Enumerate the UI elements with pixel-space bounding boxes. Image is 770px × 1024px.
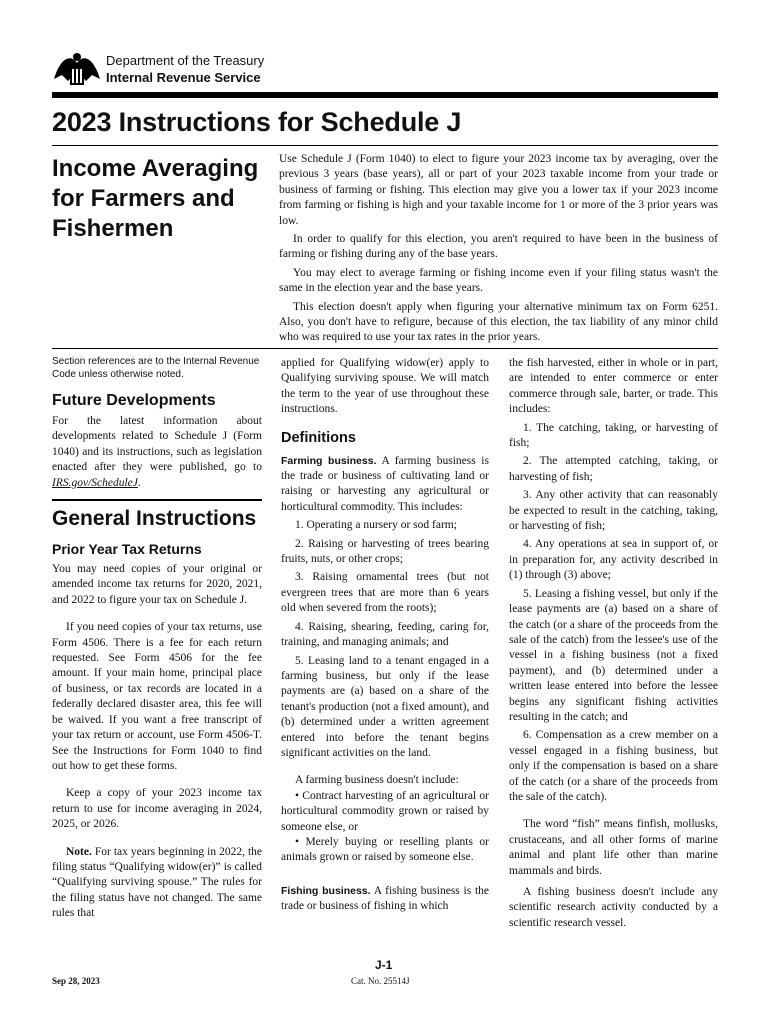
list-item: 6. Compensation as a crew member on a vessel engaged in a fishing business, but only if the compensation is based on a share of the catch (or a share of the proceeds from the sale of the catch). <box>509 729 718 803</box>
revision-date: Sep 28, 2023 <box>52 976 100 986</box>
agency-name: Internal Revenue Service <box>106 70 261 85</box>
page-number: J-1 <box>375 958 393 972</box>
future-developments-text: For the latest information about developments related to Schedule J (Form 1040) and its instructions, such as legislation enacted after they were published, go to IRS.gov/ScheduleJ. <box>52 415 262 489</box>
list-item: 3. Raising ornamental trees (but not evergreen trees that are more than 6 years old when severed from the roots); <box>281 571 489 615</box>
list-item: 4. Any operations at sea in support of, or in preparation for, any activity described in (1) through (3) above; <box>509 538 718 582</box>
header-rule <box>52 92 718 98</box>
prior-year-paragraph: If you need copies of your tax returns, use Form 4506. There is a fee for each return requested. See Form 4506 for the fee amount. If your main home, principal place of business, or tax records are located in a federally declared disaster area, this fee will be waived. If you want a free transcript of your tax return or account, use Form 4506-T. See the Instructions for Form 1040 to find out how to get these forms. <box>52 621 262 772</box>
fishing-business-definition: Fishing business. A fishing business is the trade or business of fishing in which <box>281 884 489 913</box>
intro-paragraph: This election doesn't apply when figuring your alternative minimum tax on Form 6251. Also, you don't have to refigure, because of this election, the tax liability of any minor child who was required to use your tax rates in the prior years. <box>279 300 718 344</box>
column-3 <box>509 356 718 931</box>
irs-schedule-j-link[interactable]: IRS.gov/ScheduleJ <box>52 476 138 489</box>
list-item: 2. Raising or harvesting of trees bearing fruits, nuts, or other crops; <box>281 537 489 566</box>
list-item: 2. The attempted catching, taking, or harvesting of fish; <box>509 455 718 483</box>
list-item: • Merely buying or reselling plants or animals grown or raised by someone else. <box>281 835 489 864</box>
list-item: • Contract harvesting of an agricultural or horticultural commodity grown or raised by someone else, or <box>281 789 489 833</box>
list-item: 5. Leasing land to a tenant engaged in a farming business, but only if the lease payments are (a) based on a share of the tenant's production (not a fixed amount), and (b) determined under a written agreement entered into before the tenant begins significant activities on the land. <box>281 654 489 759</box>
list-item: 3. Any other activity that can reasonably be expected to result in the catching, taking, or harvesting of fish; <box>509 489 718 533</box>
heading-rule <box>52 499 262 501</box>
section-rule <box>52 348 718 349</box>
section-references-note: Section references are to the Internal Revenue Code unless otherwise noted. <box>52 356 260 380</box>
intro-section <box>279 152 718 346</box>
column-1 <box>52 355 262 922</box>
prior-year-paragraph: Keep a copy of your 2023 income tax return to use for income averaging in 2024, 2025, or 2026. <box>52 787 262 831</box>
fishing-exclusion: A fishing business doesn't include any scientific research activity conducted by a scientific research vessel. <box>509 886 718 929</box>
future-developments-heading: Future Developments <box>52 392 216 409</box>
intro-paragraph: Use Schedule J (Form 1040) to elect to figure your 2023 income tax by averaging, over the previous 3 years (base years), all or part of your 2023 taxable income from your trade or business of farming or fishing. This election may give you a lower tax if your 2023 income from farming or fishing is high and your taxable income for 1 or more of the 3 prior years was low. <box>279 153 718 227</box>
page-title: Income Averaging for Farmers and Fishermen <box>52 155 259 242</box>
list-item: 1. Operating a nursery or sod farm; <box>295 519 457 532</box>
note-paragraph: Note. For tax years beginning in 2022, the filing status “Qualifying widow(er)” is called “Qualifying surviving spouse.” The rules for the filing status have not changed. The same rules that <box>52 845 263 920</box>
exclusion-intro: A farming business doesn't include: <box>295 774 459 787</box>
prior-year-paragraph: You may need copies of your original or amended income tax returns for 2020, 2021, and 2022 to figure your tax on Schedule J. <box>52 563 262 606</box>
irs-eagle-logo <box>52 49 102 89</box>
department-name: Department of the Treasury <box>106 53 265 68</box>
intro-paragraph: You may elect to average farming or fishing income even if your filing status wasn't the same in the election year and the base years. <box>279 266 718 295</box>
column-2 <box>281 356 489 915</box>
continued-text: applied for Qualifying widow(er) apply to Qualifying surviving spouse. We will match the term to the year of use throughout these instructions. <box>281 357 489 416</box>
catalog-number: Cat. No. 25514J <box>351 976 410 986</box>
prior-year-returns-heading: Prior Year Tax Returns <box>52 541 202 558</box>
continued-text: the fish harvested, either in whole or in part, are intended to enter commerce or enter commerce through sale, barter, or trade. This includes: <box>509 357 718 416</box>
document-title: 2023 Instructions for Schedule J <box>52 107 462 137</box>
definitions-heading: Definitions <box>281 429 356 446</box>
list-item: 4. Raising, shearing, feeding, caring for, training, and managing animals; and <box>281 620 489 649</box>
list-item: 1. The catching, taking, or harvesting of fish; <box>509 421 718 450</box>
title-rule <box>52 145 718 146</box>
list-item: 5. Leasing a fishing vessel, but only if the lease payments are (a) based on a share of the catch (or a share of the proceeds from the sale of the catch) from the lessee's use of the vessel in a fishing business (not a fixed payment), and (b) determined under a written lease entered into before the lessee begins any significant fishing activities resulting in the catch; and <box>509 587 718 723</box>
intro-paragraph: In order to qualify for this election, you aren't required to have been in the business of farming or fishing during any of the base years. <box>279 233 718 261</box>
general-instructions-heading: General Instructions <box>52 507 257 531</box>
farming-business-definition: Farming business. A farming business is the trade or business of cultivating land or raising or harvesting any agricultural or horticultural commodity. This includes: <box>281 454 489 513</box>
fish-definition: The word “fish” means finfish, mollusks, crustaceans, and all other forms of marine animal and plant life other than marine mammals and birds. <box>509 818 718 877</box>
